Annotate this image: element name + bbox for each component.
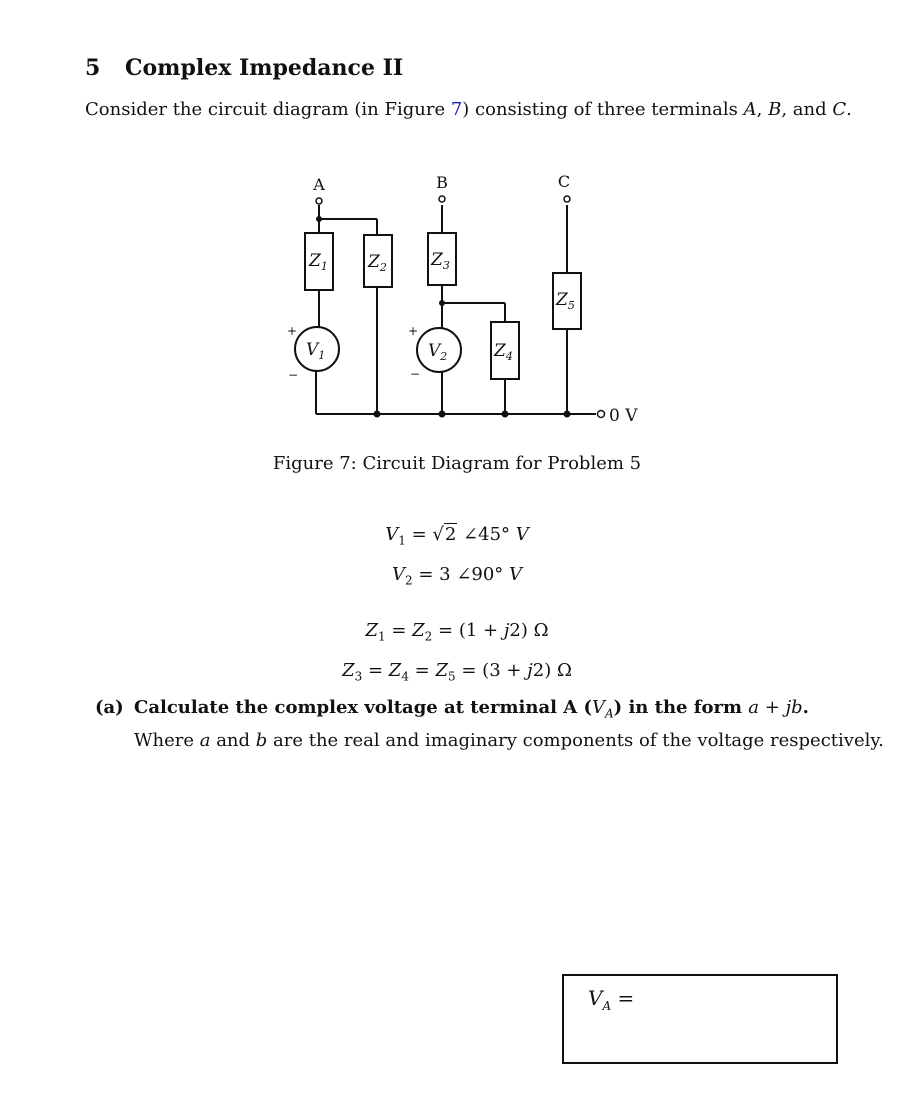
- terminal-a-ref: A: [743, 99, 757, 120]
- z12-rest: 2) Ω: [509, 620, 549, 641]
- z1-sub: 1: [320, 260, 328, 273]
- z4-letter: Z: [494, 341, 506, 361]
- v1-unit: V: [515, 524, 529, 545]
- z3-sub: 3: [442, 259, 450, 272]
- z2-sub: 2: [379, 261, 387, 274]
- section-number: 5: [85, 55, 101, 81]
- junction-dot: [316, 216, 322, 222]
- intro-paragraph: [85, 97, 852, 123]
- z345-rest: 2) Ω: [532, 659, 572, 681]
- z5-sub: 5: [567, 299, 575, 312]
- part-a-label: (a): [95, 697, 124, 718]
- terminal-c-node: [564, 196, 570, 202]
- question-text-1: Calculate the complex voltage at terminal A (: [134, 697, 592, 718]
- part-a-question: [95, 695, 809, 727]
- junction-dot: [439, 411, 446, 418]
- z345-equals-2: =: [408, 659, 436, 681]
- sqrt-expression: [432, 518, 457, 552]
- intro-text-1: Consider the circuit diagram (in Figure: [85, 99, 451, 120]
- z5-subscript: 5: [448, 669, 456, 684]
- v1-sub: 1: [318, 349, 326, 362]
- z4-symbol: Z: [388, 659, 402, 681]
- z345-equals-1: =: [362, 659, 389, 681]
- v1-subscript: 1: [398, 533, 406, 548]
- terminal-b-ref: B: [768, 99, 782, 120]
- z12-equals-1: =: [385, 620, 413, 641]
- z12-equals-2: = (1 +: [432, 620, 504, 641]
- junction-dot: [439, 300, 445, 306]
- v2-minus: −: [410, 367, 421, 381]
- terminal-a-label: A: [313, 175, 325, 194]
- ground-label: 0 V: [609, 406, 638, 426]
- z3-letter: Z: [431, 250, 443, 270]
- intro-end: .: [846, 99, 852, 120]
- z5-letter: Z: [556, 290, 568, 310]
- v2-magnitude: 3: [439, 563, 451, 585]
- detail-a: a: [199, 730, 211, 751]
- detail-b: b: [255, 730, 268, 751]
- v2-angle-value: 90°: [471, 563, 504, 585]
- question-text-2: ) in the form: [613, 697, 749, 718]
- answer-va-symbol: V: [588, 986, 603, 1010]
- v1-letter: V: [306, 340, 319, 360]
- intro-sep-1: ,: [756, 99, 769, 120]
- form-a: a: [748, 697, 760, 718]
- z1-subscript: 1: [377, 629, 386, 644]
- v1-plus: +: [287, 324, 298, 338]
- v1-symbol: V: [385, 524, 399, 545]
- z2-symbol: Z: [412, 620, 425, 641]
- z1-letter: Z: [309, 251, 321, 271]
- z3-subscript: 3: [354, 669, 363, 684]
- junction-dot: [564, 411, 571, 418]
- answer-va-sub: A: [602, 999, 612, 1013]
- answer-equals: =: [611, 986, 635, 1010]
- figure-caption: Figure 7: Circuit Diagram for Problem 5: [272, 453, 642, 474]
- detail-and: and: [210, 730, 256, 751]
- section-title: Complex Impedance II: [125, 55, 404, 81]
- v2-symbol: V: [391, 563, 405, 585]
- v2-plus: +: [408, 324, 419, 338]
- z4-subscript: 4: [401, 669, 409, 684]
- v2-subscript: 2: [404, 573, 413, 588]
- v2-sub: 2: [440, 350, 448, 363]
- part-a-detail: [134, 728, 884, 754]
- terminal-b-node: [439, 196, 445, 202]
- ground-node: [598, 411, 605, 418]
- z1-symbol: Z: [365, 620, 378, 641]
- v1-minus: −: [288, 368, 299, 382]
- form-plus: +: [759, 697, 786, 718]
- form-jb: jb: [785, 697, 803, 718]
- terminal-c-ref: C: [832, 99, 847, 120]
- detail-text-2: are the real and imaginary components of the voltage respectively.: [267, 730, 884, 751]
- v2-equals: =: [412, 563, 440, 585]
- z5-symbol: Z: [435, 659, 448, 681]
- z4-sub: 4: [505, 350, 513, 363]
- z2-letter: Z: [368, 252, 380, 272]
- z3-symbol: Z: [342, 659, 355, 681]
- v1-angle-value: 45°: [478, 524, 511, 545]
- z345-j: j: [527, 659, 533, 681]
- impedance-equations: [0, 614, 914, 693]
- v2-unit: V: [509, 563, 523, 585]
- section-heading: [85, 52, 403, 84]
- junction-dot: [502, 411, 509, 418]
- v1-equals: =: [405, 524, 433, 545]
- junction-dot: [374, 411, 381, 418]
- voltage-equations: [0, 518, 914, 597]
- equation-v2: [0, 558, 914, 598]
- equation-v1: [0, 518, 914, 558]
- question-end: .: [802, 697, 809, 718]
- terminal-a-node: [316, 198, 322, 204]
- intro-sep-2: , and: [781, 99, 833, 120]
- answer-label: [588, 986, 634, 1013]
- z2-subscript: 2: [424, 629, 433, 644]
- terminal-c-label: C: [557, 172, 571, 191]
- figure-reference-link[interactable]: 7: [450, 99, 463, 120]
- answer-box[interactable]: [562, 974, 838, 1064]
- sqrt-argument: 2: [444, 524, 457, 545]
- terminal-b-label: B: [436, 173, 448, 192]
- equation-z1-z2: [0, 614, 914, 654]
- intro-text-2: ) consisting of three terminals: [462, 99, 744, 120]
- question-va-symbol: V: [591, 697, 605, 718]
- z12-j: j: [503, 620, 510, 641]
- v2-angle-symbol: ∠: [456, 563, 472, 585]
- sqrt-sign: √: [432, 524, 444, 545]
- equation-z3-z4-z5: [0, 654, 914, 694]
- v1-angle-symbol: ∠: [463, 524, 479, 545]
- z345-equals-3: = (3 +: [455, 659, 528, 681]
- detail-text-1: Where: [134, 730, 200, 751]
- v2-letter: V: [428, 341, 441, 361]
- question-va-sub: A: [604, 706, 614, 721]
- circuit-diagram: [270, 165, 650, 435]
